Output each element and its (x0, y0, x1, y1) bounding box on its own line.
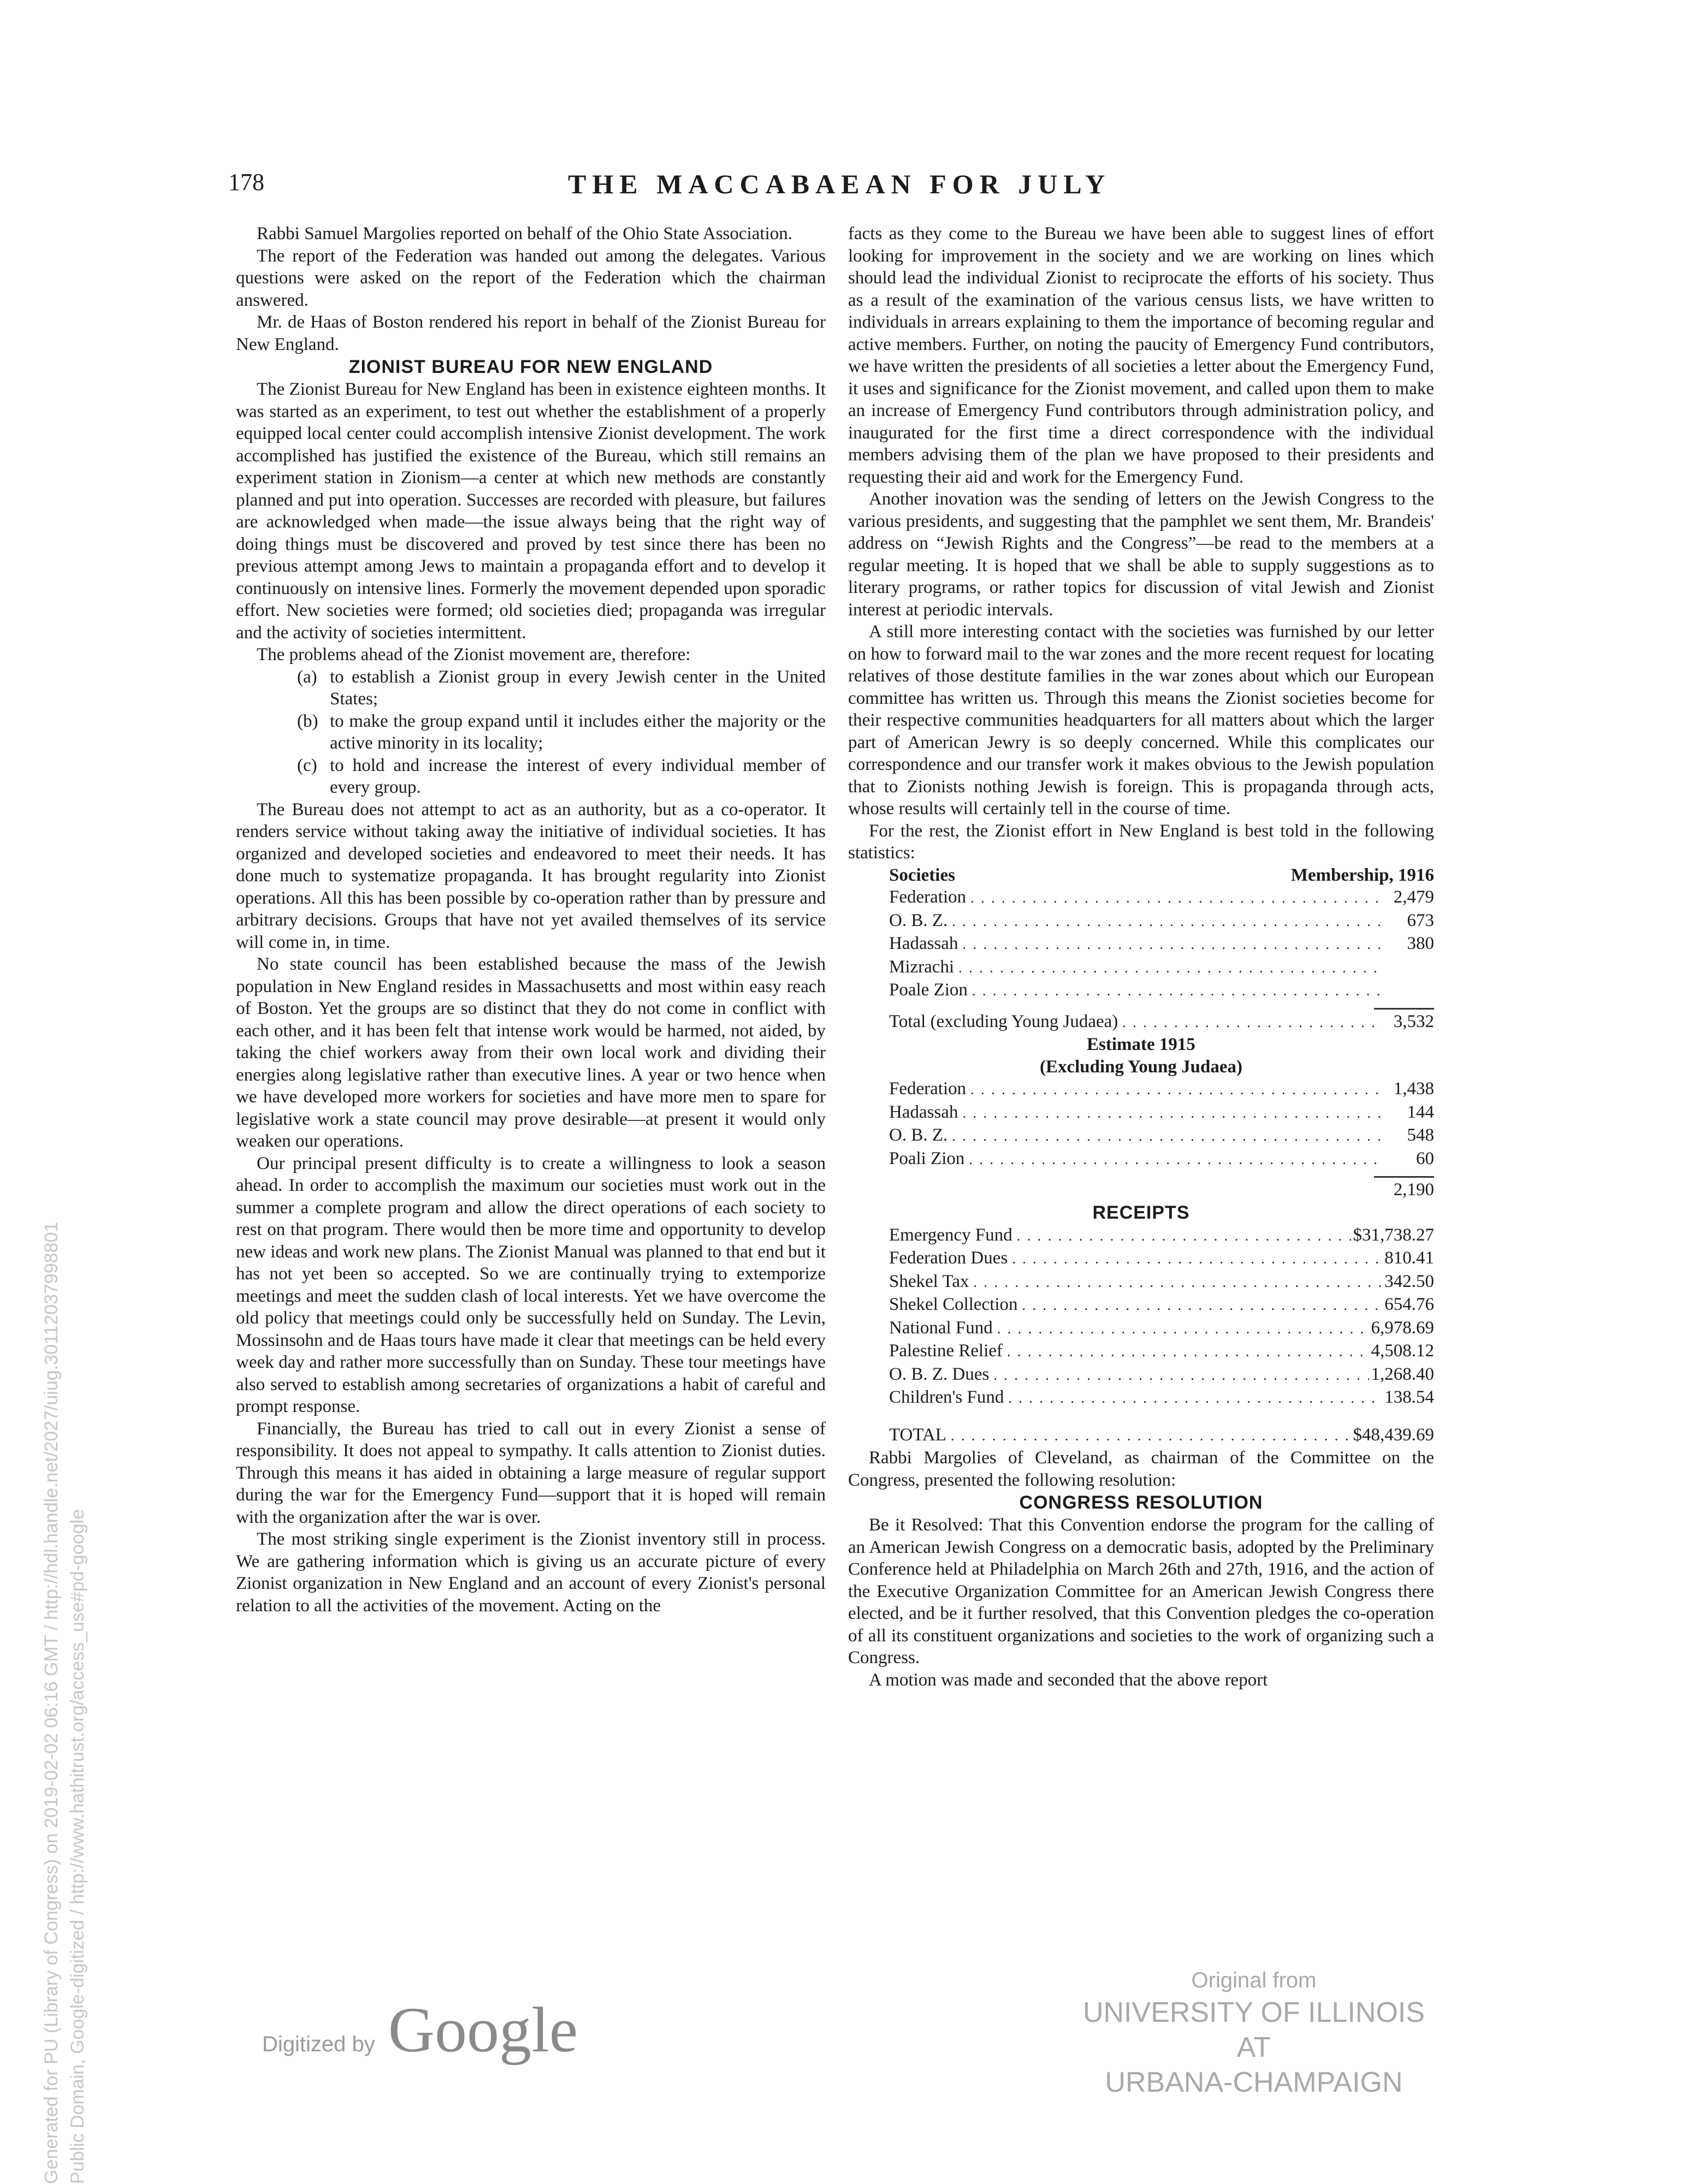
paragraph: The report of the Federation was handed out among the delegates. Various questions were asked on the report of the Federation which the chairman answered. (236, 246, 826, 310)
row-value: 4,508.12 (1371, 1341, 1434, 1361)
dot-leader (952, 911, 1383, 933)
dot-leader (970, 1079, 1383, 1101)
total-row (848, 1179, 1434, 1201)
row-label: Total (excluding Young Judaea) (889, 1011, 1118, 1031)
digitized-by-label: Digitized by (262, 2032, 375, 2056)
dot-leader (952, 1125, 1383, 1148)
row-label: Children's Fund (889, 1387, 1004, 1407)
total-row (848, 1011, 1434, 1034)
dot-leader (972, 980, 1383, 1002)
google-logo: Google (388, 1994, 578, 2066)
table-row (848, 1124, 1434, 1148)
table-row (848, 1148, 1434, 1171)
paragraph: Be it Resolved: That this Convention endorse the program for the calling of an American Jewish Congress on a democratic basis, adopted by the Preliminary Conference held at Philadelphia on March 26th and 27th, 1916, and the action of the Executive Organization Committee for an American Jewish Congress there elected, and be it further resolved, that this Convention pledges the co-operation of all its constituent organizations and societies to the work of organizing such a Congress. (848, 1515, 1434, 1667)
table-row (848, 1224, 1434, 1248)
table-row (848, 1363, 1434, 1387)
row-value: 810.41 (1384, 1248, 1434, 1268)
row-label: Federation Dues (889, 1248, 1008, 1268)
row-value: 6,978.69 (1371, 1317, 1434, 1338)
list-marker: (a) (297, 667, 317, 687)
row-value: 138.54 (1384, 1387, 1434, 1407)
dot-leader (1012, 1248, 1382, 1271)
row-label: Shekel Tax (889, 1271, 969, 1291)
dot-leader (970, 887, 1383, 910)
table-header (848, 864, 1434, 887)
paragraph: Financially, the Bureau has tried to call out in every Zionist a sense of responsibility. It does not appeal to sympathy. It calls attention to Zionist duties. Through this means it has aided in obtaining a large measure of regular support during the war for the Emergency Fund—support that it is hoped will remain with the organization after the war is over. (236, 1419, 826, 1527)
row-value: 2,479 (1393, 887, 1434, 907)
row-label: O. B. Z. Dues (889, 1364, 990, 1384)
dot-leader (973, 1272, 1382, 1294)
paragraph: The Zionist Bureau for New England has been in existence eighteen months. It was started as an experiment, to test out whether the establishment of a properly equipped local center could accomplish intensive Zionist development. The work accomplished has justified the existence of the Bureau, which still remains an experiment station in Zionism—a center at which new methods are constantly planned and put into operation. Successes are recorded with pleasure, but failures are acknowledged when made—the issue always being that the right way of doing things must be discovered and proved by test since there has been no previous attempt among Jews to maintain a propaganda effort and to develop it continuously on intensive lines. Formerly the movement depended upon sporadic effort. New societies were formed; old societies died; propaganda was irregular and the activity of societies intermittent. (236, 379, 826, 643)
table-row (848, 1271, 1434, 1294)
table-row (848, 1386, 1434, 1410)
dot-leader (993, 1364, 1369, 1387)
table-row (848, 956, 1434, 980)
row-label: Palestine Relief (889, 1341, 1003, 1361)
row-label: Mizrachi (889, 957, 955, 977)
row-label: Hadassah (889, 1102, 958, 1122)
original-from-credit (1063, 1966, 1445, 2100)
dot-leader (1008, 1387, 1382, 1410)
paragraph: The most striking single experiment is the Zionist inventory still in process. We are gathering information which is giving us an accurate picture of every Zionist organization in New England and an account of every Zionist's personal relation to all the activities of the movement. Acting on the (236, 1529, 826, 1616)
digitized-by-google-logo (262, 1993, 578, 2067)
dot-leader (997, 1318, 1369, 1340)
row-label: TOTAL (889, 1425, 946, 1445)
paragraph: Another inovation was the sending of letters on the Jewish Congress to the various presidents, and suggesting that the pamphlet we sent them, Mr. Brandeis' address on “Jewish Rights and the Congress”—be read to the members at a regular meeting. It is hoped that we shall be able to supply suggestions as to literary programs, or rather topics for discussion of vital Jewish and Zionist interest at periodic intervals. (848, 489, 1434, 620)
table-row (848, 1247, 1434, 1271)
paragraph: facts as they come to the Bureau we have been able to suggest lines of effort looking for improvement in the society and we are working on lines which should lead the individual Zionist to reciprocate the efforts of his society. Thus as a result of the examination of the various census lists, we have written to individuals in arrears explaining to them the importance of becoming regular and active members. Further, on noting the paucity of Emergency Fund contributors, we have written the presidents of all societies a letter about the Emergency Fund, it uses and significance for the Zionist movement, and called upon them to make an increase of Emergency Fund contributors through administration policy, and inaugurated for the first time a direct correspondence with the individual members advising them of the plan we have proposed to their presidents and requesting their aid and work for the Emergency Fund. (848, 224, 1434, 487)
row-label: Shekel Collection (889, 1295, 1018, 1314)
running-title: THE MACCABAEAN FOR JULY (568, 169, 1111, 199)
table-title: Estimate 1915 (1087, 1035, 1195, 1054)
table-row (848, 1101, 1434, 1125)
table-row (848, 910, 1434, 933)
dot-leader (962, 934, 1383, 956)
paragraph: No state council has been established because the mass of the Jewish population in New England resides in Massachusetts and most within easy reach of Boston. Yet the groups are so distinct that they do not come in conflict with each other, and it has been felt that intense work would be harmed, not aided, by taking the chief workers away from their own local work and dividing their energies along legislative rather than executive lines. A year or two hence when we have developed more workers for societies and have more men to spare for legislative work a state council may prove desirable—at present it would only weaken our operations. (236, 954, 826, 1151)
table-row (848, 1293, 1434, 1317)
row-label: O. B. Z. (889, 910, 948, 930)
university-name: UNIVERSITY OF ILLINOIS AT (1082, 1997, 1425, 2063)
row-value: 1,268.40 (1371, 1364, 1434, 1384)
university-name: URBANA-CHAMPAIGN (1105, 2067, 1403, 2098)
section-heading: CONGRESS RESOLUTION (1019, 1492, 1263, 1513)
row-value: 673 (1407, 910, 1434, 930)
row-value: 548 (1407, 1125, 1434, 1145)
paragraph: Mr. de Haas of Boston rendered his report in behalf of the Zionist Bureau for New England. (236, 312, 826, 354)
row-value: 380 (1407, 934, 1434, 953)
access-watermark (38, 1222, 91, 2184)
list-item-text: to hold and increase the interest of every individual member of every group. (330, 755, 826, 797)
dot-leader (969, 1149, 1383, 1171)
table-row (848, 933, 1434, 956)
paragraph: A motion was made and seconded that the above report (869, 1670, 1268, 1690)
paragraph: Rabbi Margolies of Cleveland, as chairman of the Committee on the Congress, presented the following resolution: (848, 1448, 1434, 1490)
receipts-table (848, 1201, 1434, 1447)
row-label: Poali Zion (889, 1148, 965, 1168)
dot-leader (958, 957, 1383, 980)
row-value: $48,439.69 (1353, 1425, 1434, 1445)
table-row (848, 1078, 1434, 1101)
table-row (848, 979, 1434, 1002)
table-row (848, 1340, 1434, 1363)
row-label: Hadassah (889, 934, 958, 953)
column-header: Membership, 1916 (1290, 865, 1434, 885)
row-label: Federation (889, 1079, 967, 1099)
row-value: 654.76 (1384, 1295, 1434, 1314)
problems-list (236, 666, 826, 799)
membership-table (848, 864, 1434, 1034)
list-marker: (c) (297, 755, 317, 775)
row-label: National Fund (889, 1317, 993, 1338)
paragraph: Our principal present difficulty is to create a willingness to look a season ahead. In order to accomplish the maximum our societies must work out in the summer a complete program and allow the direct operations of each society to rest on that program. There would then be more time and opportunity to develop new ideas and work new plans. The Zionist Manual was planned to that end but it has not yet been so accepted. So we are continually trying to extemporize meetings and meet the sudden clash of local interests. Yet we have overcome the old policy that meetings could only be successfully held on Sunday. The Levin, Mossinsohn and de Haas tours have made it clear that meetings can be held every week day and rather more successfully than on Sunday. These tour meetings have also served to establish among secretaries of organizations a habit of careful and prompt response. (236, 1153, 826, 1416)
left-column (236, 223, 826, 1617)
list-item (236, 755, 826, 799)
row-label: Federation (889, 887, 967, 907)
total-row (848, 1424, 1434, 1447)
table-row (848, 886, 1434, 910)
section-heading: ZIONIST BUREAU FOR NEW ENGLAND (348, 357, 713, 377)
dot-leader (1122, 1012, 1383, 1034)
row-label: Poale Zion (889, 980, 968, 1000)
row-value: 1,438 (1393, 1079, 1434, 1099)
row-value: $31,738.27 (1353, 1225, 1434, 1245)
paragraph: For the rest, the Zionist effort in New England is best told in the following statistics: (848, 821, 1434, 863)
list-item-text: to establish a Zionist group in every Jewish center in the United States; (330, 667, 826, 709)
row-value: 60 (1416, 1148, 1434, 1168)
right-column (848, 223, 1434, 1691)
list-marker: (b) (297, 711, 318, 731)
table-subtitle: (Excluding Young Judaea) (1039, 1057, 1243, 1077)
list-item (236, 710, 826, 755)
list-item (236, 666, 826, 710)
paragraph: Rabbi Samuel Margolies reported on behalf of the Ohio State Association. (257, 224, 792, 244)
row-label: O. B. Z. (889, 1125, 948, 1145)
dot-leader (1017, 1225, 1351, 1248)
dot-leader (962, 1102, 1383, 1125)
row-value: 2,190 (1393, 1180, 1434, 1200)
total-rule (1374, 1008, 1434, 1010)
paragraph: The Bureau does not attempt to act as an authority, but as a co-operator. It renders service without taking away the initiative of individual societies. It has organized and developed societies and endeavored to meet their needs. It has done much to systematize propaganda. It has brought regularity into Zionist operations. All this has been possible by co-operation rather than by pressure and arbitrary decisions. Groups that have not yet availed themselves of its service will come in, in time. (236, 799, 826, 952)
dot-leader (1022, 1295, 1383, 1317)
dot-leader (951, 1425, 1351, 1447)
watermark-line: Public Domain, Google-digitized / http://www.hathitrust.org/access_use#pd-google (67, 1509, 88, 2184)
paragraph: A still more interesting contact with the societies was furnished by our letter on how to forward mail to the war zones and the more recent request for locating relatives of those destitute families in the war zones about which our European committee has written us. Through this means the Zionist societies become for their respective communities headquarters for all matters about which the larger part of American Jewry is so deeply concerned. While this complicates our correspondence and our transfer work it makes obvious to the Jewish population that to Zionists nothing Jewish is foreign. This is propaganda through acts, whose results will certainly tell in the course of time. (848, 622, 1434, 818)
paragraph: The problems ahead of the Zionist movement are, therefore: (257, 645, 691, 664)
row-value: 144 (1407, 1102, 1434, 1122)
total-rule (1374, 1176, 1434, 1178)
original-from-label: Original from (1191, 1968, 1317, 1992)
list-item-text: to make the group expand until it includes either the majority or the active minority in its locality; (330, 711, 826, 753)
row-label: Emergency Fund (889, 1225, 1012, 1245)
dot-leader (1007, 1341, 1369, 1363)
column-header: Societies (889, 865, 955, 885)
estimate-table (848, 1034, 1434, 1201)
table-row (848, 1317, 1434, 1340)
page-number: 178 (228, 169, 264, 195)
watermark-line: Generated for PU (Library of Congress) on 2019-02-02 06:16 GMT / http://hdl.handle.net/2027/uiug.30112037998801 (41, 1221, 62, 2184)
row-value: 342.50 (1384, 1271, 1434, 1291)
row-value: 3,532 (1393, 1011, 1434, 1031)
section-heading: RECEIPTS (1092, 1202, 1190, 1223)
